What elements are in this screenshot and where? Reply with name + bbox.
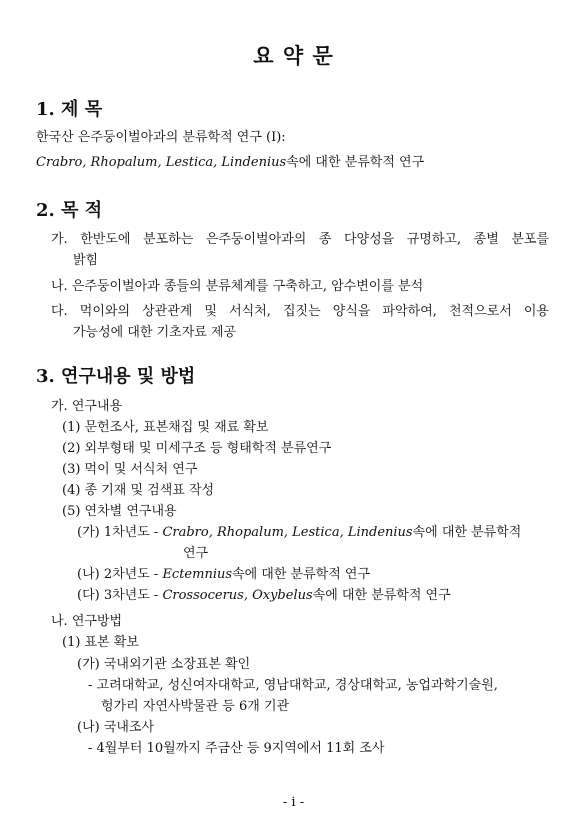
yearly-prefix: (가) 1차년도 - bbox=[77, 525, 163, 540]
purpose-item-na: 나. 은주둥이벌아과 종들의 분류체계를 구축하고, 암수변이를 분석 bbox=[51, 279, 424, 294]
research-method-heading: 나. 연구방법 bbox=[51, 614, 123, 629]
method-sub-ga: (가) 국내외기관 소장표본 확인 bbox=[77, 657, 251, 672]
genera-names: Crabro, Rhopalum, Lestica, Lindenius bbox=[162, 525, 413, 540]
yearly-rest: 속에 대한 분류학적 연구 bbox=[312, 588, 451, 603]
purpose-item-ga-line-2: 밝힘 bbox=[73, 253, 99, 268]
section-2-heading: 2. 목 적 bbox=[36, 200, 103, 221]
yearly-prefix: (나) 2차년도 - bbox=[77, 567, 163, 582]
research-content-heading: 가. 연구내용 bbox=[51, 399, 123, 414]
genera-names: Crabro, Rhopalum, Lestica, Lindenius bbox=[36, 155, 287, 170]
page-number: - i - bbox=[282, 795, 305, 810]
section-1-line-1: 한국산 은주둥이벌아과의 분류학적 연구 (Ⅰ): bbox=[36, 130, 286, 145]
page-title: 요 약 문 bbox=[253, 43, 334, 68]
yearly-rest: 속에 대한 분류학적 연구 bbox=[232, 567, 371, 582]
method-item-1: (1) 표본 확보 bbox=[62, 635, 139, 650]
research-content-item: (5) 연차별 연구내용 bbox=[62, 504, 177, 519]
yearly-item-2 bbox=[77, 564, 370, 585]
section-1-line-2-rest: 속에 대한 분류학적 연구 bbox=[286, 155, 425, 170]
yearly-rest: 속에 대한 분류학적 bbox=[412, 525, 522, 540]
section-1-heading: 1. 제 목 bbox=[36, 99, 103, 120]
method-sub-ga-line-1: - 고려대학교, 성신여자대학교, 영남대학교, 경상대학교, 농업과학기술원, bbox=[88, 678, 498, 693]
method-sub-na-line-1: - 4월부터 10월까지 주금산 등 9지역에서 11회 조사 bbox=[88, 741, 385, 756]
method-sub-na: (나) 국내조사 bbox=[77, 720, 155, 735]
section-3-heading: 3. 연구내용 및 방법 bbox=[36, 366, 196, 387]
yearly-item-3 bbox=[77, 585, 451, 606]
section-1-line-2 bbox=[36, 152, 424, 173]
research-content-item: (4) 종 기재 및 검색표 작성 bbox=[62, 483, 215, 498]
yearly-item-1 bbox=[77, 522, 521, 543]
yearly-item-1-cont: 연구 bbox=[183, 546, 209, 561]
research-content-item: (3) 먹이 및 서식처 연구 bbox=[62, 462, 198, 477]
research-content-item: (2) 외부형태 및 미세구조 등 형태학적 분류연구 bbox=[62, 441, 332, 456]
purpose-item-ga-line-1: 가. 한반도에 분포하는 은주둥이벌아과의 종 다양성을 규명하고, 종별 분포를 bbox=[51, 232, 549, 247]
purpose-item-da-line-1: 다. 먹이와의 상관관계 및 서식처, 집짓는 양식을 파악하여, 천적으로서 이용 bbox=[51, 304, 549, 319]
genera-names: Crossocerus, Oxybelus bbox=[162, 588, 313, 603]
method-sub-ga-line-2: 헝가리 자연사박물관 등 6개 기관 bbox=[101, 699, 290, 714]
research-content-item: (1) 문헌조사, 표본채집 및 재료 확보 bbox=[62, 420, 269, 435]
purpose-item-da-line-2: 가능성에 대한 기초자료 제공 bbox=[73, 325, 237, 340]
yearly-prefix: (다) 3차년도 - bbox=[77, 588, 163, 603]
genera-names: Ectemnius bbox=[162, 567, 233, 582]
